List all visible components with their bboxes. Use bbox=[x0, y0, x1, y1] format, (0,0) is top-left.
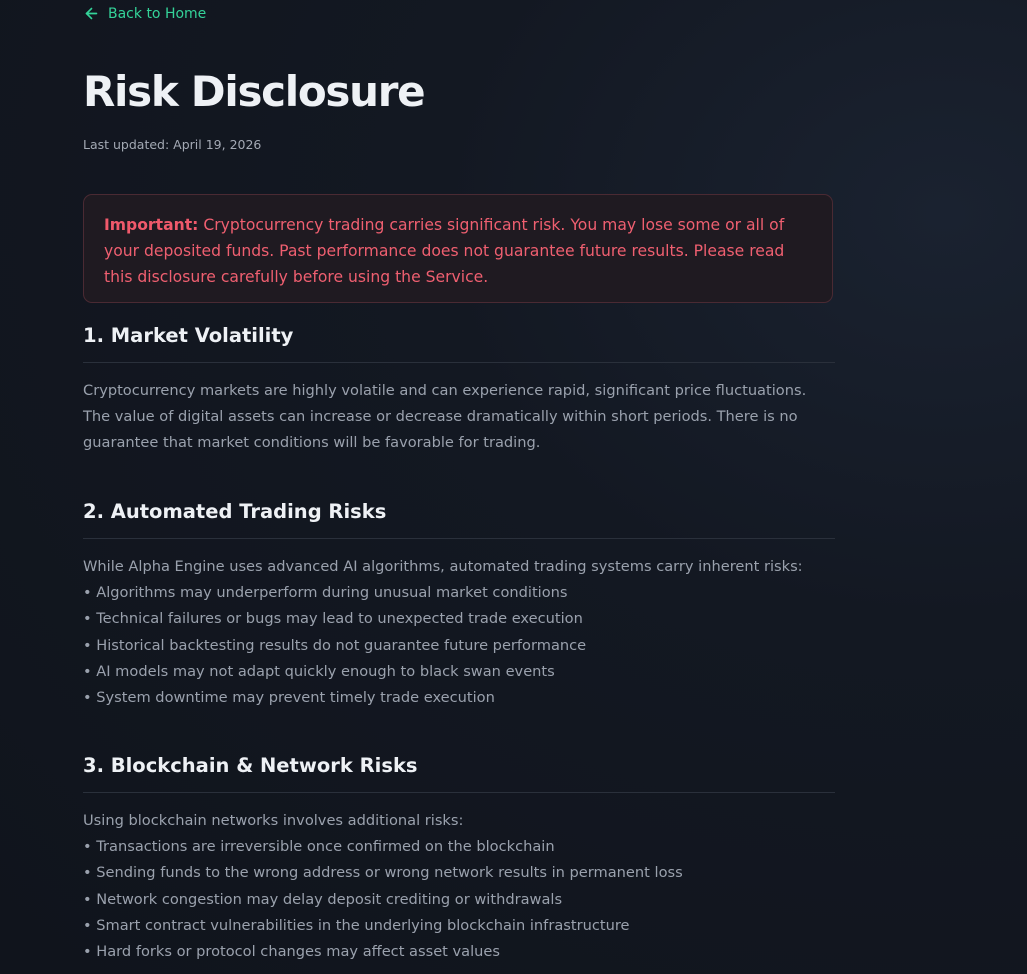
section-market-volatility bbox=[83, 321, 835, 457]
list-item: • Hard forks or protocol changes may affect asset values bbox=[83, 939, 835, 965]
list-item: • Transactions are irreversible once confirmed on the blockchain bbox=[83, 834, 835, 860]
alert-text: Cryptocurrency trading carries significant risk. You may lose some or all of your deposited funds. Past performance does not guarantee future results. Please read this disclosure carefully before using the Service. bbox=[104, 216, 785, 286]
page-title: Risk Disclosure bbox=[83, 67, 425, 116]
last-updated: Last updated: April 19, 2026 bbox=[83, 137, 262, 152]
section-intro: While Alpha Engine uses advanced AI algorithms, automated trading systems carry inherent risks: bbox=[83, 558, 803, 575]
alert-label: Important: bbox=[104, 216, 199, 234]
arrow-left-icon bbox=[83, 5, 100, 22]
section-body: Cryptocurrency markets are highly volatile and can experience rapid, significant price fluctuations. The value of digital assets can increase or decrease dramatically within short periods. There is no guarantee that market conditions will be favorable for trading. bbox=[83, 382, 807, 452]
risk-list bbox=[83, 580, 835, 711]
back-to-home-link[interactable] bbox=[83, 5, 206, 22]
list-item: • Sending funds to the wrong address or wrong network results in permanent loss bbox=[83, 860, 835, 886]
section-heading: 1. Market Volatility bbox=[83, 321, 835, 363]
section-automated-trading-risks bbox=[83, 497, 835, 711]
list-item: • Historical backtesting results do not guarantee future performance bbox=[83, 633, 835, 659]
list-item: • System downtime may prevent timely trade execution bbox=[83, 685, 835, 711]
section-heading: 2. Automated Trading Risks bbox=[83, 497, 835, 539]
list-item: • AI models may not adapt quickly enough to black swan events bbox=[83, 659, 835, 685]
back-link-label: Back to Home bbox=[108, 5, 207, 22]
section-intro: Using blockchain networks involves additional risks: bbox=[83, 812, 464, 829]
important-alert bbox=[83, 194, 833, 303]
list-item: • Algorithms may underperform during unusual market conditions bbox=[83, 580, 835, 606]
section-heading: 3. Blockchain & Network Risks bbox=[83, 751, 835, 793]
list-item: • Technical failures or bugs may lead to unexpected trade execution bbox=[83, 606, 835, 632]
list-item: • Smart contract vulnerabilities in the underlying blockchain infrastructure bbox=[83, 913, 835, 939]
list-item: • Network congestion may delay deposit crediting or withdrawals bbox=[83, 887, 835, 913]
section-blockchain-network-risks bbox=[83, 751, 835, 965]
risk-list bbox=[83, 834, 835, 965]
